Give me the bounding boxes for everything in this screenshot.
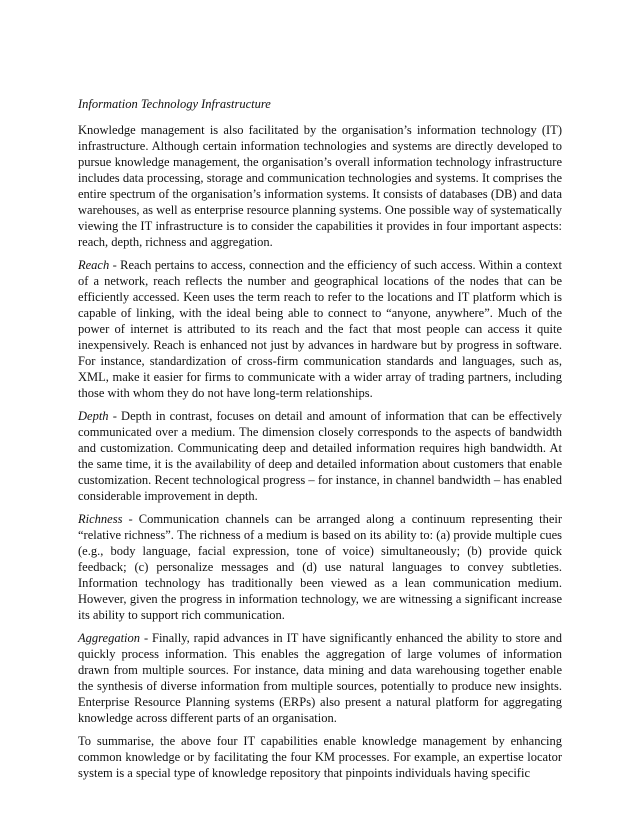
depth-paragraph: [78, 408, 562, 504]
reach-term: Reach: [78, 258, 110, 272]
richness-term: Richness: [78, 512, 123, 526]
document-page: [78, 96, 562, 788]
reach-paragraph: [78, 257, 562, 401]
reach-text: - Reach pertains to access, connection and the efficiency of such access. Within a context of a network, reach reflects the number and geographical locations of the nodes that can be efficiently accessed. Keen uses the term reach to refer to the locations and IT platform which is capable of linking, with the ideal being able to connect to “anyone, anywhere”. Much of the power of internet is attributed to its reach and the fact that most people can access it quite inexpensively. Reach is enhanced not just by advances in hardware but by progress in software. For instance, standardization of cross-firm communication standards and languages, such as, XML, make it easier for firms to communicate with a wider array of trading partners, including those with whom they do not have long-term relationships.: [78, 258, 562, 400]
summary-paragraph: To summarise, the above four IT capabilities enable knowledge management by enhancing common knowledge or by facilitating the four KM processes. For example, an expertise locator system is a special type of knowledge repository that pinpoints individuals having specific: [78, 734, 562, 780]
richness-paragraph: [78, 511, 562, 623]
depth-text: - Depth in contrast, focuses on detail and amount of information that can be effectively communicated over a medium. The dimension closely corresponds to the aspects of bandwidth and customization. Communicating deep and detailed information requires high bandwidth. At the same time, it is the availability of deep and detailed information about customers that enable customization. Recent technological progress – for instance, in channel bandwidth – has enabled considerable improvement in depth.: [78, 409, 562, 503]
aggregation-text: - Finally, rapid advances in IT have significantly enhanced the ability to store and quickly process information. This enables the aggregation of large volumes of information drawn from multiple sources. For instance, data mining and data warehousing together enable the synthesis of diverse information from multiple sources, potentially to produce new insights. Enterprise Resource Planning systems (ERPs) also present a natural platform for aggregating knowledge across different parts of an organisation.: [78, 631, 562, 725]
aggregation-paragraph: [78, 630, 562, 726]
section-title: Information Technology Infrastructure: [78, 97, 271, 111]
richness-text: - Communication channels can be arranged along a continuum representing their “relative richness”. The richness of a medium is based on its ability to: (a) provide multiple cues (e.g., body language, facial expression, tone of voice) simultaneously; (b) provide quick feedback; (c) personalize messages and (d) use natural languages to convey subtleties. Information technology has traditionally been viewed as a lean communication medium. However, given the progress in information technology, we are witnessing a significant increase its ability to support rich communication.: [78, 512, 562, 622]
depth-term: Depth: [78, 409, 109, 423]
intro-paragraph: Knowledge management is also facilitated by the organisation’s information technology (IT) infrastructure. Although certain information technologies and systems are directly developed to pursue knowledge management, the organisation’s overall information technology infrastructure includes data processing, storage and communication technologies and systems. It comprises the entire spectrum of the organisation’s information systems. It consists of databases (DB) and data warehouses, as well as enterprise resource planning systems. One possible way of systematically viewing the IT infrastructure is to consider the capabilities it provides in four important aspects: reach, depth, richness and aggregation.: [78, 123, 562, 249]
aggregation-term: Aggregation: [78, 631, 141, 645]
